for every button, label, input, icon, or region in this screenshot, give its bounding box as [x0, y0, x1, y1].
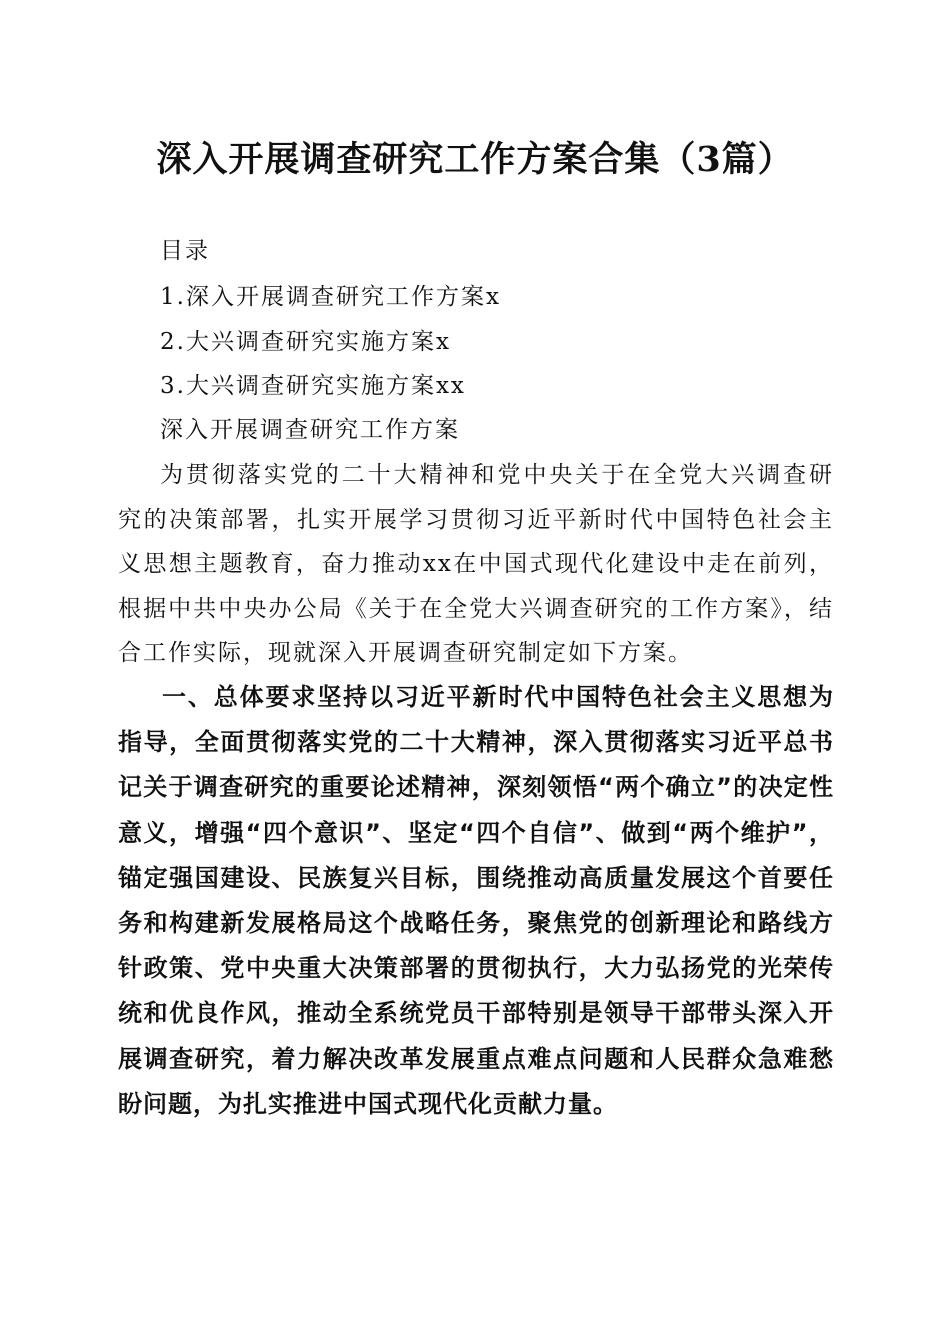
- toc-item-1: 1.深入开展调查研究工作方案x: [160, 284, 501, 310]
- document-title: 深入开展调查研究工作方案合集（3篇）: [156, 139, 794, 180]
- intro-paragraph: 为贯彻落实党的二十大精神和党中央关于在全党大兴调查研究的决策部署，扎实开展学习贯彻习近平新时代中国特色社会主义思想主题教育，奋力推动xx在中国式现代化建设中走在前列，根据中共中央办公局《关于在全党大兴调查研究的工作方案》，结合工作实际，现就深入开展调查研究制定如下方案。: [118, 462, 834, 666]
- section-title: 深入开展调查研究工作方案: [160, 417, 460, 443]
- toc-heading: 目录: [160, 238, 210, 264]
- toc-item-3: 3.大兴调查研究实施方案xx: [160, 373, 466, 399]
- toc-item-2: 2.大兴调查研究实施方案x: [160, 329, 451, 355]
- requirements-paragraph: 一、总体要求坚持以习近平新时代中国特色社会主义思想为指导，全面贯彻落实党的二十大精神，深入贯彻落实习近平总书记关于调查研究的重要论述精神，深刻领悟“两个确立”的决定性意义，增强“四个意识”、坚定“四个自信”、做到“两个维护”，锚定强国建设、民族复兴目标，围绕推动高质量发展这个首要任务和构建新发展格局这个战略任务，聚焦党的创新理论和路线方针政策、党中央重大决策部署的贯彻执行，大力弘扬党的光荣传统和优良作风，推动全系统党员干部特别是领导干部带头深入开展调查研究，着力解决改革发展重点难点问题和人民群众急难愁盼问题，为扎实推进中国式现代化贡献力量。: [118, 683, 834, 1118]
